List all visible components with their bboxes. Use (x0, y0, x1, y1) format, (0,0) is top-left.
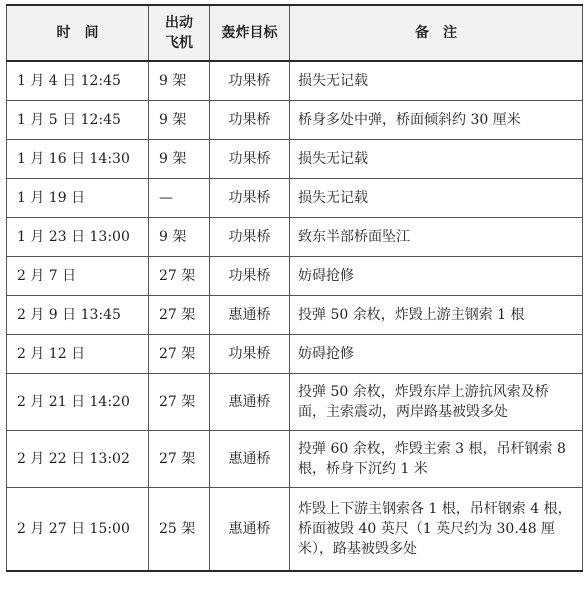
header-planes-line2: 飞机 (165, 35, 193, 51)
cell-planes: 9 架 (149, 100, 210, 139)
table-row (7, 295, 583, 334)
cell-target: 惠通桥 (210, 430, 290, 487)
table-row (7, 256, 583, 295)
cell-target: 功果桥 (210, 100, 290, 139)
bombing-record-table (6, 4, 583, 572)
cell-target: 功果桥 (210, 256, 290, 295)
cell-planes: 27 架 (149, 334, 210, 373)
cell-time: 1 月 5 日 12:45 (7, 100, 149, 139)
cell-target: 功果桥 (210, 217, 290, 256)
header-time: 时 间 (7, 5, 149, 61)
cell-planes: 27 架 (149, 430, 210, 487)
cell-planes: 9 架 (149, 139, 210, 178)
table-row (7, 334, 583, 373)
cell-time: 2 月 22 日 13:02 (7, 430, 149, 487)
cell-time: 1 月 16 日 14:30 (7, 139, 149, 178)
cell-notes: 致东半部桥面坠江 (290, 217, 583, 256)
cell-notes: 妨碍抢修 (290, 334, 583, 373)
cell-time: 2 月 9 日 13:45 (7, 295, 149, 334)
header-target: 轰炸目标 (210, 5, 290, 61)
cell-planes: 9 架 (149, 61, 210, 100)
header-planes (149, 5, 210, 61)
cell-target: 功果桥 (210, 139, 290, 178)
cell-time: 1 月 23 日 13:00 (7, 217, 149, 256)
table-row (7, 217, 583, 256)
cell-time: 2 月 21 日 14:20 (7, 373, 149, 430)
cell-planes: 27 架 (149, 295, 210, 334)
cell-notes: 炸毁上下游主钢索各 1 根，吊杆钢索 4 根，桥面被毁 40 英尺（1 英尺约为 30.48 厘米），路基被毁多处 (290, 487, 583, 571)
cell-target: 功果桥 (210, 178, 290, 217)
cell-time: 2 月 27 日 15:00 (7, 487, 149, 571)
cell-notes: 桥身多处中弹，桥面倾斜约 30 厘米 (290, 100, 583, 139)
table-header-row (7, 5, 583, 61)
table-row (7, 430, 583, 487)
cell-target: 惠通桥 (210, 373, 290, 430)
table-row (7, 373, 583, 430)
cell-notes: 投弹 50 余枚，炸毁上游主钢索 1 根 (290, 295, 583, 334)
cell-planes: 27 架 (149, 373, 210, 430)
cell-target: 功果桥 (210, 334, 290, 373)
cell-planes: 9 架 (149, 217, 210, 256)
header-planes-line1: 出动 (165, 15, 193, 31)
cell-planes: — (149, 178, 210, 217)
cell-target: 惠通桥 (210, 487, 290, 571)
cell-notes: 损失无记载 (290, 61, 583, 100)
cell-notes: 投弹 60 余枚，炸毁主索 3 根，吊杆钢索 8 根，桥身下沉约 1 米 (290, 430, 583, 487)
cell-time: 2 月 7 日 (7, 256, 149, 295)
cell-time: 1 月 4 日 12:45 (7, 61, 149, 100)
cell-planes: 27 架 (149, 256, 210, 295)
table-row (7, 100, 583, 139)
table-row (7, 61, 583, 100)
cell-notes: 投弹 50 余枚，炸毁东岸上游抗风索及桥面，主索震动，两岸路基被毁多处 (290, 373, 583, 430)
table-row (7, 178, 583, 217)
header-notes: 备 注 (290, 5, 583, 61)
cell-target: 惠通桥 (210, 295, 290, 334)
cell-planes: 25 架 (149, 487, 210, 571)
cell-time: 1 月 19 日 (7, 178, 149, 217)
cell-time: 2 月 12 日 (7, 334, 149, 373)
table-row (7, 487, 583, 571)
cell-notes: 损失无记载 (290, 178, 583, 217)
cell-target: 功果桥 (210, 61, 290, 100)
table-row (7, 139, 583, 178)
cell-notes: 妨碍抢修 (290, 256, 583, 295)
cell-notes: 损失无记载 (290, 139, 583, 178)
